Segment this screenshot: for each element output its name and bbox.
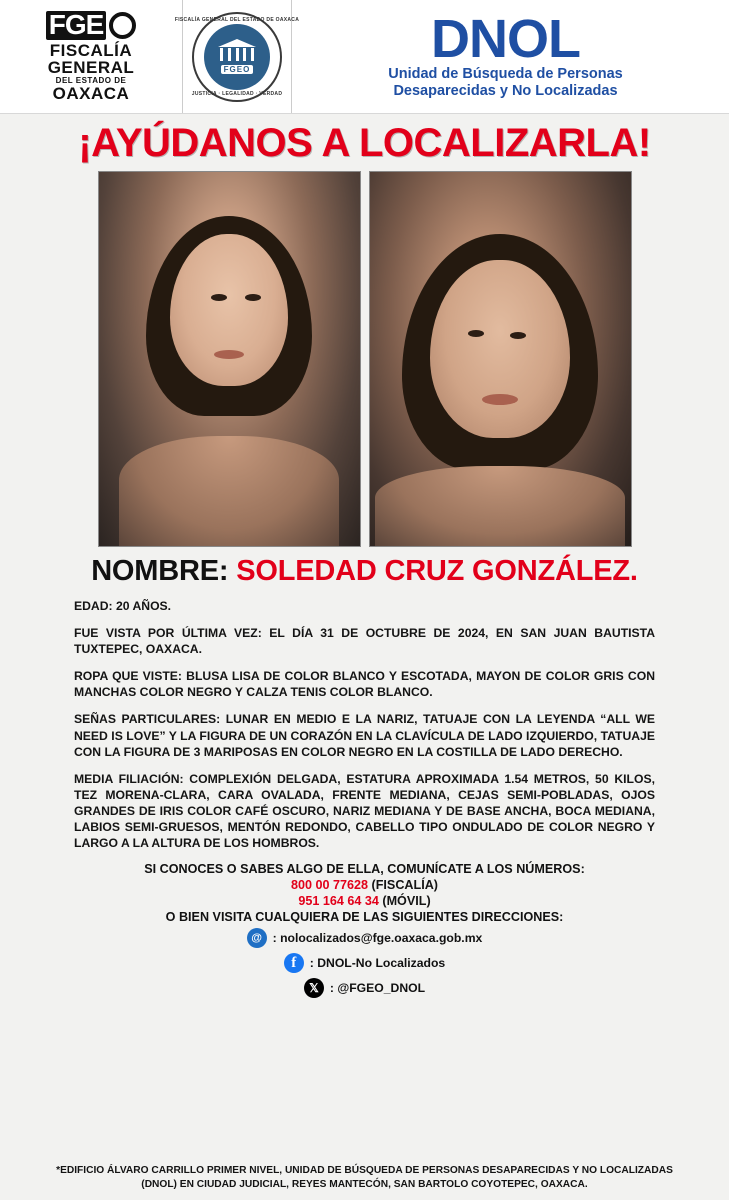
footer-line-1: *EDIFICIO ÁLVARO CARRILLO PRIMER NIVEL, UNIDAD DE BÚSQUEDA DE PERSONAS DESAPARECIDAS Y NO LOCALIZADAS xyxy=(56,1165,673,1177)
seal-inner-disc xyxy=(204,24,270,90)
contact-phone-1-number: 800 00 77628 xyxy=(290,878,369,893)
detail-clothing: ROPA QUE VISTE: BLUSA LISA DE COLOR BLANCO Y ESCOTADA, MAYON DE COLOR GRIS CON MANCHAS COLOR NEGRO Y CALZA TENIS COLOR BLANCO. xyxy=(74,669,655,700)
contact-channels xyxy=(40,928,689,998)
fgeo-line-2: GENERAL xyxy=(47,58,135,78)
poster-header xyxy=(0,0,729,114)
fgeo-logo-text xyxy=(48,42,135,102)
fgeo-logo-circle-icon xyxy=(109,12,136,39)
name-label: NOMBRE: xyxy=(91,555,229,587)
fgeo-line-1: FISCALÍA xyxy=(49,40,133,60)
dnol-subtitle xyxy=(388,66,622,99)
fgeo-line-4: OAXACA xyxy=(52,83,130,103)
photo-1 xyxy=(98,171,361,547)
contact-addresses-intro: O BIEN VISITA CUALQUIERA DE LAS SIGUIENTES DIRECCIONES: xyxy=(165,910,564,925)
page-title: ¡AYÚDANOS A LOCALIZARLA! xyxy=(78,121,651,165)
contact-phone-1-label: (FISCALÍA) xyxy=(371,878,438,893)
detail-last-seen: FUE VISTA POR ÚLTIMA VEZ: EL DÍA 31 DE OCTUBRE DE 2024, EN SAN JUAN BAUTISTA TUXTEPEC, OAXACA. xyxy=(74,626,655,657)
fgeo-logo-mark xyxy=(46,8,137,40)
seal-top-text: FISCALÍA GENERAL DEL ESTADO DE OAXACA xyxy=(174,16,300,23)
fgeo-logo-letters: FGE xyxy=(46,11,107,40)
poster-footer xyxy=(0,1158,729,1200)
headline-bar xyxy=(0,114,729,169)
twitter-x-icon: 𝕏 xyxy=(304,978,324,998)
contact-phone-2-number: 951 164 64 34 xyxy=(298,894,379,909)
contact-phone-2-label: (MÓVIL) xyxy=(382,894,431,909)
dnol-subtitle-line-1: Unidad de Búsqueda de Personas xyxy=(388,65,623,82)
fgeo-logo xyxy=(0,0,183,113)
seal-bottom-text: JUSTICIA · LEGALIDAD · VERDAD xyxy=(191,90,283,97)
seal-center-text: FGEO xyxy=(221,65,254,74)
detail-physical-description: MEDIA FILIACIÓN: COMPLEXIÓN DELGADA, ESTATURA APROXIMADA 1.54 METROS, 50 KILOS, TEZ MORENA-CLARA, CARA OVALADA, FRENTE MEDIANA, CEJAS SEMI-POBLADAS, OJOS GRANDES DE IRIS COLOR CAFÉ OSCURO, NARIZ MEDIANA Y DE BASE ANCHA, BOCA MEDIANA, LABIOS SEMI-GRUESOS, MENTÓN REDONDO, CABELLO TIPO ONDULADO DE COLOR NEGRO Y LARGO A LA ALTURA DE LOS HOMBROS. xyxy=(74,771,655,851)
contact-block xyxy=(0,862,729,998)
person-name-row xyxy=(0,555,729,588)
person-name: SOLEDAD CRUZ GONZÁLEZ. xyxy=(236,555,638,587)
contact-email: : nolocalizados@fge.oaxaca.gob.mx xyxy=(272,931,483,946)
seal-outer-ring xyxy=(174,12,300,102)
detail-distinguishing-marks: SEÑAS PARTICULARES: LUNAR EN MEDIO E LA NARIZ, TATUAJE CON LA LEYENDA “ALL WE NEED IS LOVE” Y LA FIGURA DE UN CORAZÓN EN LA CLAVÍCULA DE LADO IZQUIERDO, TATUAJE CON LA FIGURA DE 3 MARIPOSAS EN COLOR NEGRO EN LA COSTILLA DE LADO DERECHO. xyxy=(74,712,655,759)
contact-phone-2[interactable] xyxy=(40,894,689,908)
detail-age: EDAD: 20 AÑOS. xyxy=(74,599,172,613)
contact-phone-1[interactable] xyxy=(40,878,689,892)
fgeo-line-3: DEL ESTADO DE xyxy=(55,75,127,85)
contact-facebook-row[interactable] xyxy=(284,953,445,973)
facebook-icon: f xyxy=(284,953,304,973)
dnol-title: DNOL xyxy=(431,8,580,69)
dnol-brand xyxy=(292,0,729,113)
contact-twitter: : @FGEO_DNOL xyxy=(329,981,426,996)
contact-twitter-row[interactable] xyxy=(304,978,425,998)
details-block xyxy=(0,588,729,851)
email-icon: @ xyxy=(247,928,267,948)
contact-intro: SI CONOCES O SABES ALGO DE ELLA, COMUNÍCATE A LOS NÚMEROS: xyxy=(144,862,585,877)
footer-line-2: (DNOL) EN CIUDAD JUDICIAL, REYES MANTECÓN, SAN BARTOLO COYOTEPEC, OAXACA. xyxy=(141,1179,588,1191)
government-seal xyxy=(174,0,300,113)
dnol-subtitle-line-2: Desaparecidas y No Localizadas xyxy=(393,82,618,99)
photo-2 xyxy=(369,171,632,547)
photo-gallery xyxy=(0,169,729,547)
contact-email-row[interactable] xyxy=(247,928,483,948)
capitol-building-icon xyxy=(218,39,256,63)
contact-facebook: : DNOL-No Localizados xyxy=(309,956,446,971)
